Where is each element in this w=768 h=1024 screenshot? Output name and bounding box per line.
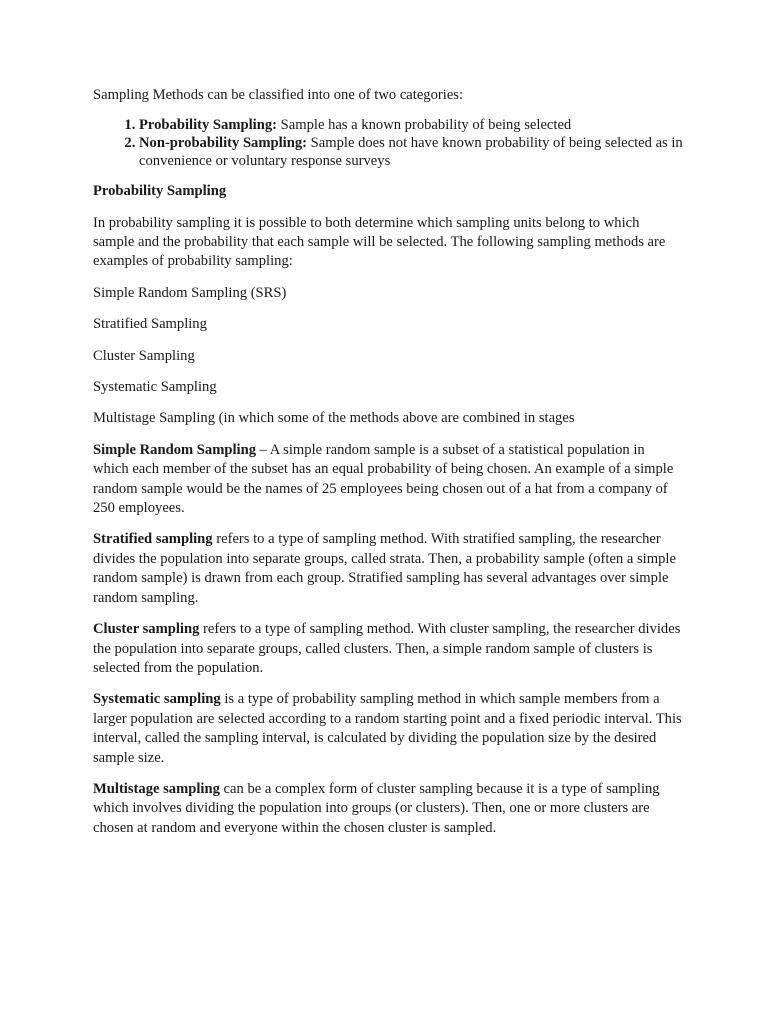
- method-item-stratified: Stratified Sampling: [93, 316, 207, 333]
- category-list: [93, 117, 683, 170]
- category-item-non-probability: [139, 135, 683, 170]
- category-term: Non-probability Sampling:: [139, 135, 308, 151]
- method-item-cluster: Cluster Sampling: [93, 347, 195, 364]
- definition-cluster: [93, 620, 683, 678]
- method-item-srs: Simple Random Sampling (SRS): [93, 284, 287, 301]
- category-term: Probability Sampling:: [139, 117, 277, 134]
- intro-text: Sampling Methods can be classified into one of two categories:: [93, 87, 464, 103]
- method-item-multistage: Multistage Sampling (in which some of the methods above are combined in stages: [93, 410, 575, 427]
- definition-term: Stratified sampling: [93, 531, 213, 548]
- definition-text: refers to a type of sampling method. With cluster sampling, the researcher divides the population into separate groups, called clusters. Then, a simple random sample of clusters is selected from the population.: [93, 621, 681, 676]
- category-description: Sample has a known probability of being selected: [277, 117, 572, 134]
- definition-term: Simple Random Sampling: [93, 441, 257, 458]
- probability-paragraph: In probability sampling it is possible to both determine which sampling units belong to which sample and the probability that each sample will be selected. The following sampling methods are examples of probability sampling:: [93, 214, 666, 270]
- definition-text: can be a complex form of cluster sampling because it is a type of sampling which involves dividing the population into groups (or clusters). Then, one or more clusters are chosen at random and everyone within the chosen cluster is sampled.: [93, 780, 660, 836]
- definition-text: is a type of probability sampling method in which sample members from a larger population are selected according to a random starting point and a fixed periodic interval. This interval, called the sampling interval, is calculated by dividing the population size by the desired sample size.: [93, 691, 682, 766]
- definition-simple-random: [93, 441, 683, 519]
- method-item-systematic: Systematic Sampling: [93, 379, 217, 396]
- definition-multistage: [93, 780, 683, 838]
- category-item-probability: [139, 117, 683, 135]
- definition-term: Multistage sampling: [93, 780, 220, 797]
- definition-stratified: [93, 530, 683, 608]
- definition-term: Cluster sampling: [93, 621, 200, 638]
- document-page: [93, 86, 683, 850]
- definition-systematic: [93, 690, 683, 768]
- definition-term: Systematic sampling: [93, 691, 221, 708]
- category-description: Sample does not have known probability of being selected as in convenience or voluntary response surveys: [139, 135, 683, 169]
- definition-text: – A simple random sample is a subset of a statistical population in which each member of the subset has an equal probability of being chosen. An example of a simple random sample would be the names of 25 employees being chosen out of a hat from a company of 250 employees.: [93, 441, 674, 517]
- section-heading: Probability Sampling: [93, 183, 227, 200]
- definition-text: refers to a type of sampling method. With stratified sampling, the researcher divides the population into separate groups, called strata. Then, a probability sample (often a simple random sample) is drawn from each group. Stratified sampling has several advantages over simple random sampling.: [93, 531, 676, 606]
